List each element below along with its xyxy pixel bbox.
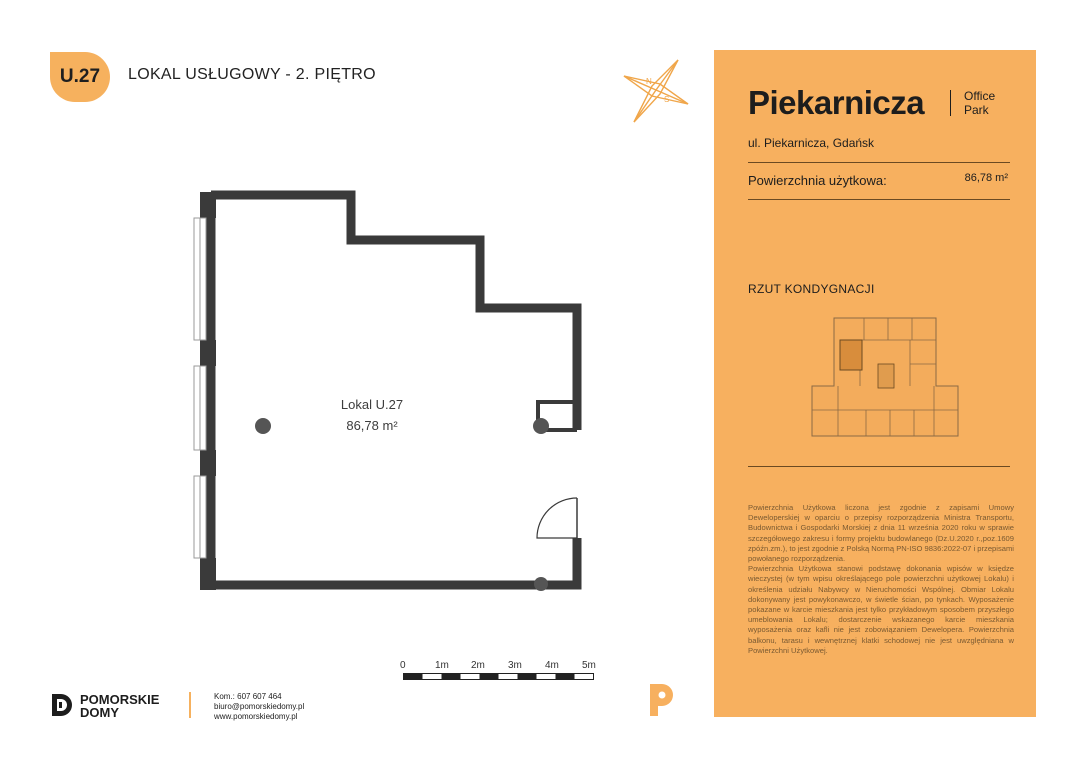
compass-n-label: N	[646, 77, 652, 86]
divider	[748, 162, 1010, 163]
outer-wall-right-lower	[211, 195, 577, 585]
brand-name: Piekarnicza	[748, 84, 925, 121]
compass-icon	[620, 54, 692, 126]
scale-label: 1m	[435, 660, 449, 671]
scale-label: 4m	[545, 660, 559, 671]
contact-info	[214, 692, 304, 722]
column	[533, 418, 549, 434]
company-name	[80, 693, 159, 719]
brand-sub-line2: Park	[964, 103, 989, 117]
brand-subtitle	[964, 89, 995, 117]
contact-email[interactable]: biuro@pomorskiedomy.pl	[214, 702, 305, 711]
unit-badge	[50, 52, 110, 102]
wall-segment	[200, 450, 216, 476]
wall-segment	[200, 192, 216, 218]
column	[255, 418, 271, 434]
area-value: 86,78 m²	[964, 172, 1008, 184]
divider	[748, 466, 1010, 467]
compass-s-label: S	[664, 95, 670, 104]
door	[537, 498, 577, 538]
legal-paragraph: Powierzchnia Użytkowa liczona jest zgodnie z zapisami Umowy Deweloperskiej w oparciu o przepisy rozporządzenia Ministra Transportu, Budownictwa i Gospodarki Morskiej z dnia 11 września 2020 roku w sprawie szczegółowego zakresu i formy projektu budowlanego (Dz.U.2020 r.,poz.1609 zpóźn.zm.), to jest zgodnie z Polską Normą PN-ISO 9836:2022-07 i przepisami powołanego rozporządzenia.	[748, 503, 1014, 564]
column	[534, 577, 548, 591]
footer-divider	[189, 692, 191, 718]
brand-sub-line1: Office	[964, 89, 996, 103]
address: ul. Piekarnicza, Gdańsk	[748, 136, 875, 150]
company-name-line1: POMORSKIE	[80, 692, 160, 707]
room-area: 86,78 m²	[346, 418, 398, 433]
divider	[748, 199, 1010, 200]
wall-segment	[200, 558, 216, 590]
room-name: Lokal U.27	[340, 397, 404, 412]
unit-highlight	[840, 340, 862, 370]
unit-code: U.27	[59, 66, 101, 87]
company-name-line2: DOMY	[80, 705, 119, 720]
legal-notice	[748, 503, 1014, 656]
p-logo-icon	[648, 682, 678, 718]
scale-label: 2m	[471, 660, 485, 671]
area-label: Powierzchnia użytkowa:	[748, 173, 887, 188]
legal-paragraph: Powierzchnia Użytkowa stanowi podstawę dokonania wpisów w księdze wieczystej (w tym wpisu określającego pole powierzchni użytkowej Lokalu) i określenia udziału Nabywcy w Nieruchomości Wspólnej. Obmiar Lokalu dokonywany jest powykonawczo, w świetle ścian, po tynkach. Wyposażenie pokazane w karcie mieszkania jest tylko przykładowym sposobem przyszłego umeblowania Lokalu; dostarczenie wskazanego karcie mieszkania wyposażenia oraz kafli nie jest zobowiązaniem Dewelopera. Powierzchnia balkonu, tarasu i wewnętrznej klatki schodowej nie jest uwzględniana w Powierzchni Użytkowej.	[748, 564, 1014, 655]
pomorskie-domy-logo-icon	[50, 692, 74, 718]
scale-bar	[403, 673, 598, 681]
contact-phone: Kom.: 607 607 464	[214, 692, 282, 701]
floor-plan	[180, 180, 600, 605]
scale-label: 5m	[582, 660, 596, 671]
wall-segment	[200, 340, 216, 366]
scale-label: 0	[400, 660, 406, 671]
brand-divider	[950, 90, 951, 116]
scale-label: 3m	[508, 660, 522, 671]
window-frames	[194, 218, 206, 558]
outer-wall	[211, 195, 577, 430]
contact-website[interactable]: www.pomorskiedomy.pl	[214, 712, 298, 721]
floor-overview-title: RZUT KONDYGNACJI	[748, 282, 875, 296]
key-plan	[810, 314, 960, 440]
page-title: LOKAL USŁUGOWY - 2. PIĘTRO	[128, 66, 376, 83]
